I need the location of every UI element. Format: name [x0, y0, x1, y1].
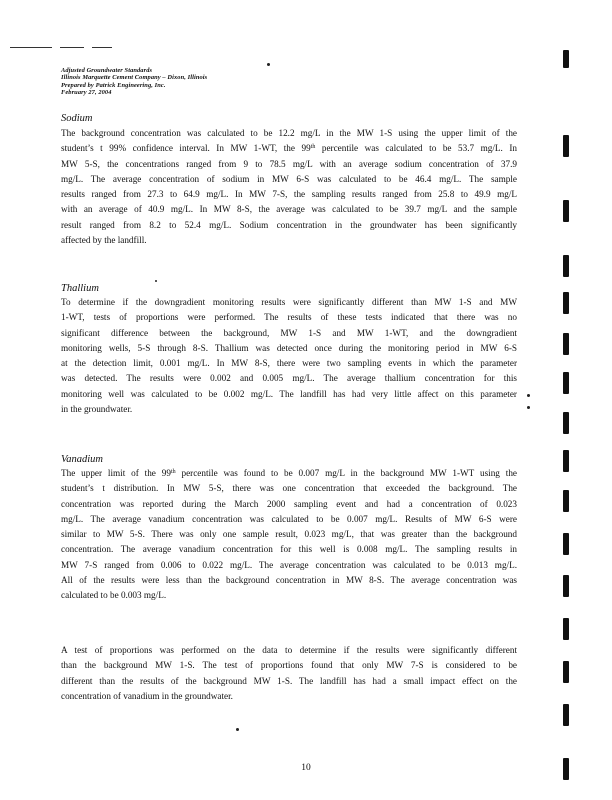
paragraph-line: A test of proportions was performed on the data to determine if the results were significantly different: [61, 645, 517, 655]
scan-speck: [236, 728, 239, 731]
margin-mark: [563, 292, 569, 314]
paragraph-line: 1-WT, tests of proportions were performed. The results of these tests indicated that there was no: [61, 312, 517, 323]
margin-mark: [563, 533, 569, 555]
paragraph-line: concentration of vanadium in the groundwater.: [61, 690, 233, 701]
scan-speck: [527, 406, 530, 409]
margin-mark: [563, 372, 569, 394]
paragraph-line: MW 5-S, the concentrations ranged from 9 to 78.5 mg/L with an average sodium concentration of 37.9: [61, 158, 517, 169]
paragraph-line: student’s t distribution. In MW 5-S, there was one concentration that exceeded the background. The: [61, 483, 517, 494]
paragraph-line: at the detection limit, 0.001 mg/L. In MW 8-S, there were two sampling events in which the parameter: [61, 358, 517, 368]
paragraph-line: concentration was reported during the March 2000 sampling event and had a concentration of 0.023: [61, 498, 517, 509]
paragraph-line: MW 7-S ranged from 0.006 to 0.022 mg/L. The average concentration was calculated to be 0.013 mg/L.: [61, 559, 517, 570]
thallium-heading: Thallium: [61, 283, 99, 294]
margin-mark: [563, 412, 569, 434]
paragraph-line: All of the results were less than the background concentration in MW 8-S. The average concentration was: [61, 574, 517, 585]
paragraph-line: similar to MW 5-S. There was only one sample result, 0.023 mg/L, that was greater than the background: [61, 529, 517, 539]
margin-mark: [563, 490, 569, 512]
header-title: Adjusted Groundwater Standards: [61, 67, 153, 74]
header-preparer: Prepared by Patrick Engineering, Inc.: [61, 81, 166, 89]
paragraph-line: than the background MW 1-S. The test of proportions found that only MW 7-S is considered to be: [61, 660, 517, 671]
margin-mark: [563, 758, 569, 780]
paragraph-line: significant difference between the background, MW 1-S and MW 1-WT, and the downgradient: [61, 327, 517, 338]
paragraph-line: mg/L. The average concentration of sodium in MW 6-S was calculated to be 46.4 mg/L. The sample: [61, 173, 517, 184]
margin-mark: [563, 575, 569, 597]
vanadium-heading: Vanadium: [61, 454, 103, 465]
paragraph-line: calculated to be 0.003 mg/L.: [61, 590, 167, 600]
paragraph-line: was detected. The results were 0.002 and 0.005 mg/L. The average thallium concentration for this: [61, 373, 517, 384]
sodium-heading: Sodium: [61, 113, 93, 124]
paragraph-line: The background concentration was calculated to be 12.2 mg/L in the MW 1-S using the upper limit of the: [61, 128, 517, 138]
ordinal-suffix: th: [170, 469, 176, 475]
paragraph-line: result ranged from 8.2 to 52.4 mg/L. Sodium concentration in the groundwater has been significantly: [61, 219, 517, 230]
scan-speck: [155, 280, 157, 282]
margin-mark: [563, 618, 569, 640]
scan-rule: [92, 47, 112, 48]
paragraph-line: To determine if the downgradient monitoring results were significantly different than MW 1-S and MW: [61, 297, 517, 307]
paragraph-line: monitoring wells, 5-S through 8-S. Thallium was detected once during the monitoring period in MW 6-S: [61, 342, 517, 353]
vanadium-paragraph: [61, 466, 517, 603]
page-number: 10: [301, 763, 311, 773]
header-date: February 27, 2004: [61, 89, 112, 97]
margin-mark: [563, 450, 569, 472]
margin-mark: [563, 255, 569, 277]
margin-mark: [563, 704, 569, 726]
paragraph-line: in the groundwater.: [61, 403, 133, 414]
proportions-paragraph: [61, 643, 517, 704]
margin-mark: [563, 200, 569, 222]
scan-rule: [60, 47, 84, 48]
thallium-paragraph: [61, 295, 517, 417]
header-client: Illinois Marquette Cement Company – Dixon, Illinois: [61, 74, 208, 82]
margin-mark: [563, 135, 569, 157]
scan-rule: [10, 47, 52, 48]
document-header: [61, 67, 361, 97]
margin-mark: [563, 661, 569, 683]
scan-speck: [527, 394, 530, 397]
paragraph-line: concentration. The average vanadium concentration for this well is 0.008 mg/L. The sampling results in: [61, 544, 517, 555]
ordinal-suffix: th: [310, 144, 316, 151]
paragraph-line: student’s t 99% confidence interval. In MW 1-WT, the 99th percentile was calculated to be 53.7 mg/L. In: [61, 143, 517, 154]
paragraph-line: mg/L. The average vanadium concentration was calculated to be 0.007 mg/L. Results of MW 6-S were: [61, 513, 517, 524]
paragraph-line: results ranged from 27.3 to 64.9 mg/L. In MW 7-S, the sampling results ranged from 25.8 to 49.9 mg/L: [61, 189, 517, 199]
sodium-paragraph: [61, 126, 517, 248]
paragraph-line: with an average of 40.9 mg/L. In MW 8-S, the average was calculated to be 39.7 mg/L and the sample: [61, 204, 517, 215]
paragraph-line: different than the results of the background MW 1-S. The landfill has had a small impact effect on the: [61, 675, 517, 686]
paragraph-line: monitoring well was calculated to be 0.002 mg/L. The landfill has had very little affect on this parameter: [61, 388, 517, 399]
scan-speck: [267, 63, 270, 66]
margin-mark: [563, 333, 569, 355]
paragraph-line: affected by the landfill.: [61, 234, 147, 245]
margin-mark: [563, 50, 569, 68]
paragraph-line: The upper limit of the 99th percentile was found to be 0.007 mg/L in the background MW 1-WT using the: [61, 468, 517, 478]
